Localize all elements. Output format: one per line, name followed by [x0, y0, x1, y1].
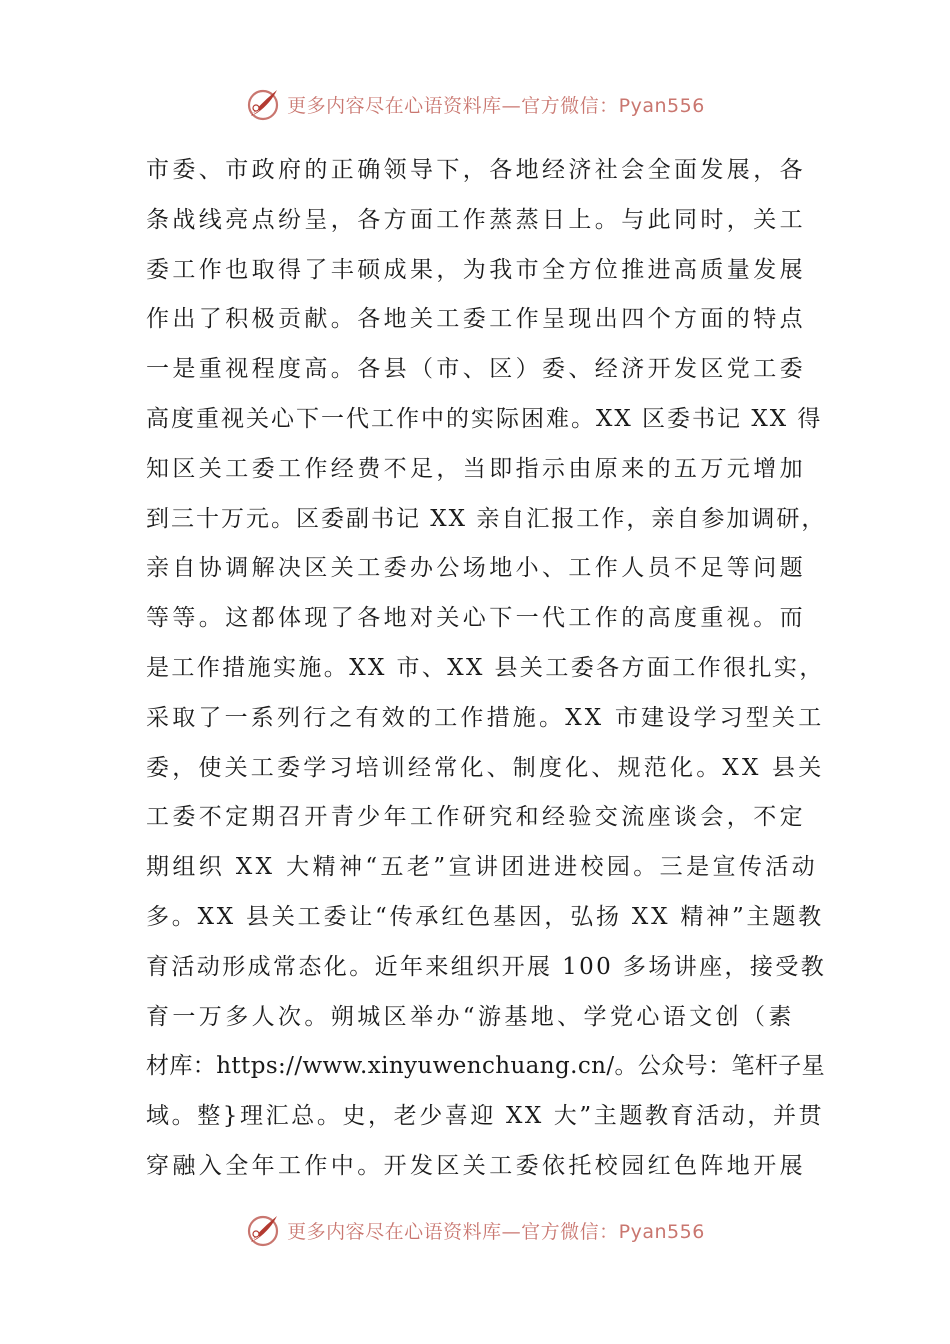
text-line: 委工作也取得了丰硕成果，为我市全方位推进高质量发展: [146, 256, 806, 283]
text-line: 穿融入全年工作中。开发区关工委依托校园红色阵地开展: [146, 1152, 806, 1179]
text-line: 到三十万元。区委副书记 XX 亲自汇报工作，亲自参加调研，: [146, 505, 827, 532]
footer-watermark: [0, 1208, 950, 1252]
text-line: 是工作措施实施。XX 市、XX 县关工委各方面工作很扎实，: [146, 654, 825, 681]
text-line: 育一万多人次。朔城区举办“游基地、学党心语文创（素: [146, 1003, 795, 1030]
header-watermark-content: [245, 86, 705, 122]
text-line: 材库：https://www.xinyuwenchuang.cn/。公众号：笔杆子星: [146, 1053, 826, 1080]
text-line: 采取了一系列行之有效的工作措施。XX 市建设学习型关工: [146, 704, 825, 731]
text-line: 一是重视程度高。各县（市、区）委、经济开发区党工委: [146, 356, 806, 383]
text-line: 委，使关工委学习培训经常化、制度化、规范化。XX 县关: [146, 754, 825, 781]
document-body: [146, 146, 827, 1192]
pen-nib-icon: [245, 1212, 281, 1248]
text-line: 亲自协调解决区关工委办公场地小、工作人员不足等问题: [146, 555, 806, 582]
footer-watermark-content: [245, 1212, 705, 1248]
footer-watermark-text: 更多内容尽在心语资料库—官方微信：Pyan556: [287, 1220, 705, 1243]
text-line: 高度重视关心下一代工作中的实际困难。XX 区委书记 XX 得: [146, 405, 823, 432]
text-line: 市委、市政府的正确领导下，各地经济社会全面发展，各: [146, 157, 806, 183]
text-line: 工委不定期召开青少年工作研究和经验交流座谈会，不定: [146, 804, 806, 831]
text-line: 作出了积极贡献。各地关工委工作呈现出四个方面的特点: [146, 306, 806, 333]
text-line: 育活动形成常态化。近年来组织开展 100 多场讲座，接受教: [146, 953, 827, 980]
header-watermark: [0, 82, 950, 126]
text-line: 域。整}理汇总。史，老少喜迎 XX 大”主题教育活动，并贯: [146, 1103, 825, 1130]
header-watermark-text: 更多内容尽在心语资料库—官方微信：Pyan556: [287, 94, 705, 117]
pen-nib-icon: [245, 86, 281, 122]
text-line: 条战线亮点纷呈，各方面工作蒸蒸日上。与此同时，关工: [146, 206, 806, 233]
text-line: 等等。这都体现了各地对关心下一代工作的高度重视。而: [146, 605, 806, 632]
text-line: 期组织 XX 大精神“五老”宣讲团进进校园。三是宣传活动: [146, 854, 819, 881]
text-line: 知区关工委工作经费不足，当即指示由原来的五万元增加: [146, 455, 806, 482]
text-line: 多。XX 县关工委让“传承红色基因，弘扬 XX 精神”主题教: [146, 903, 824, 930]
